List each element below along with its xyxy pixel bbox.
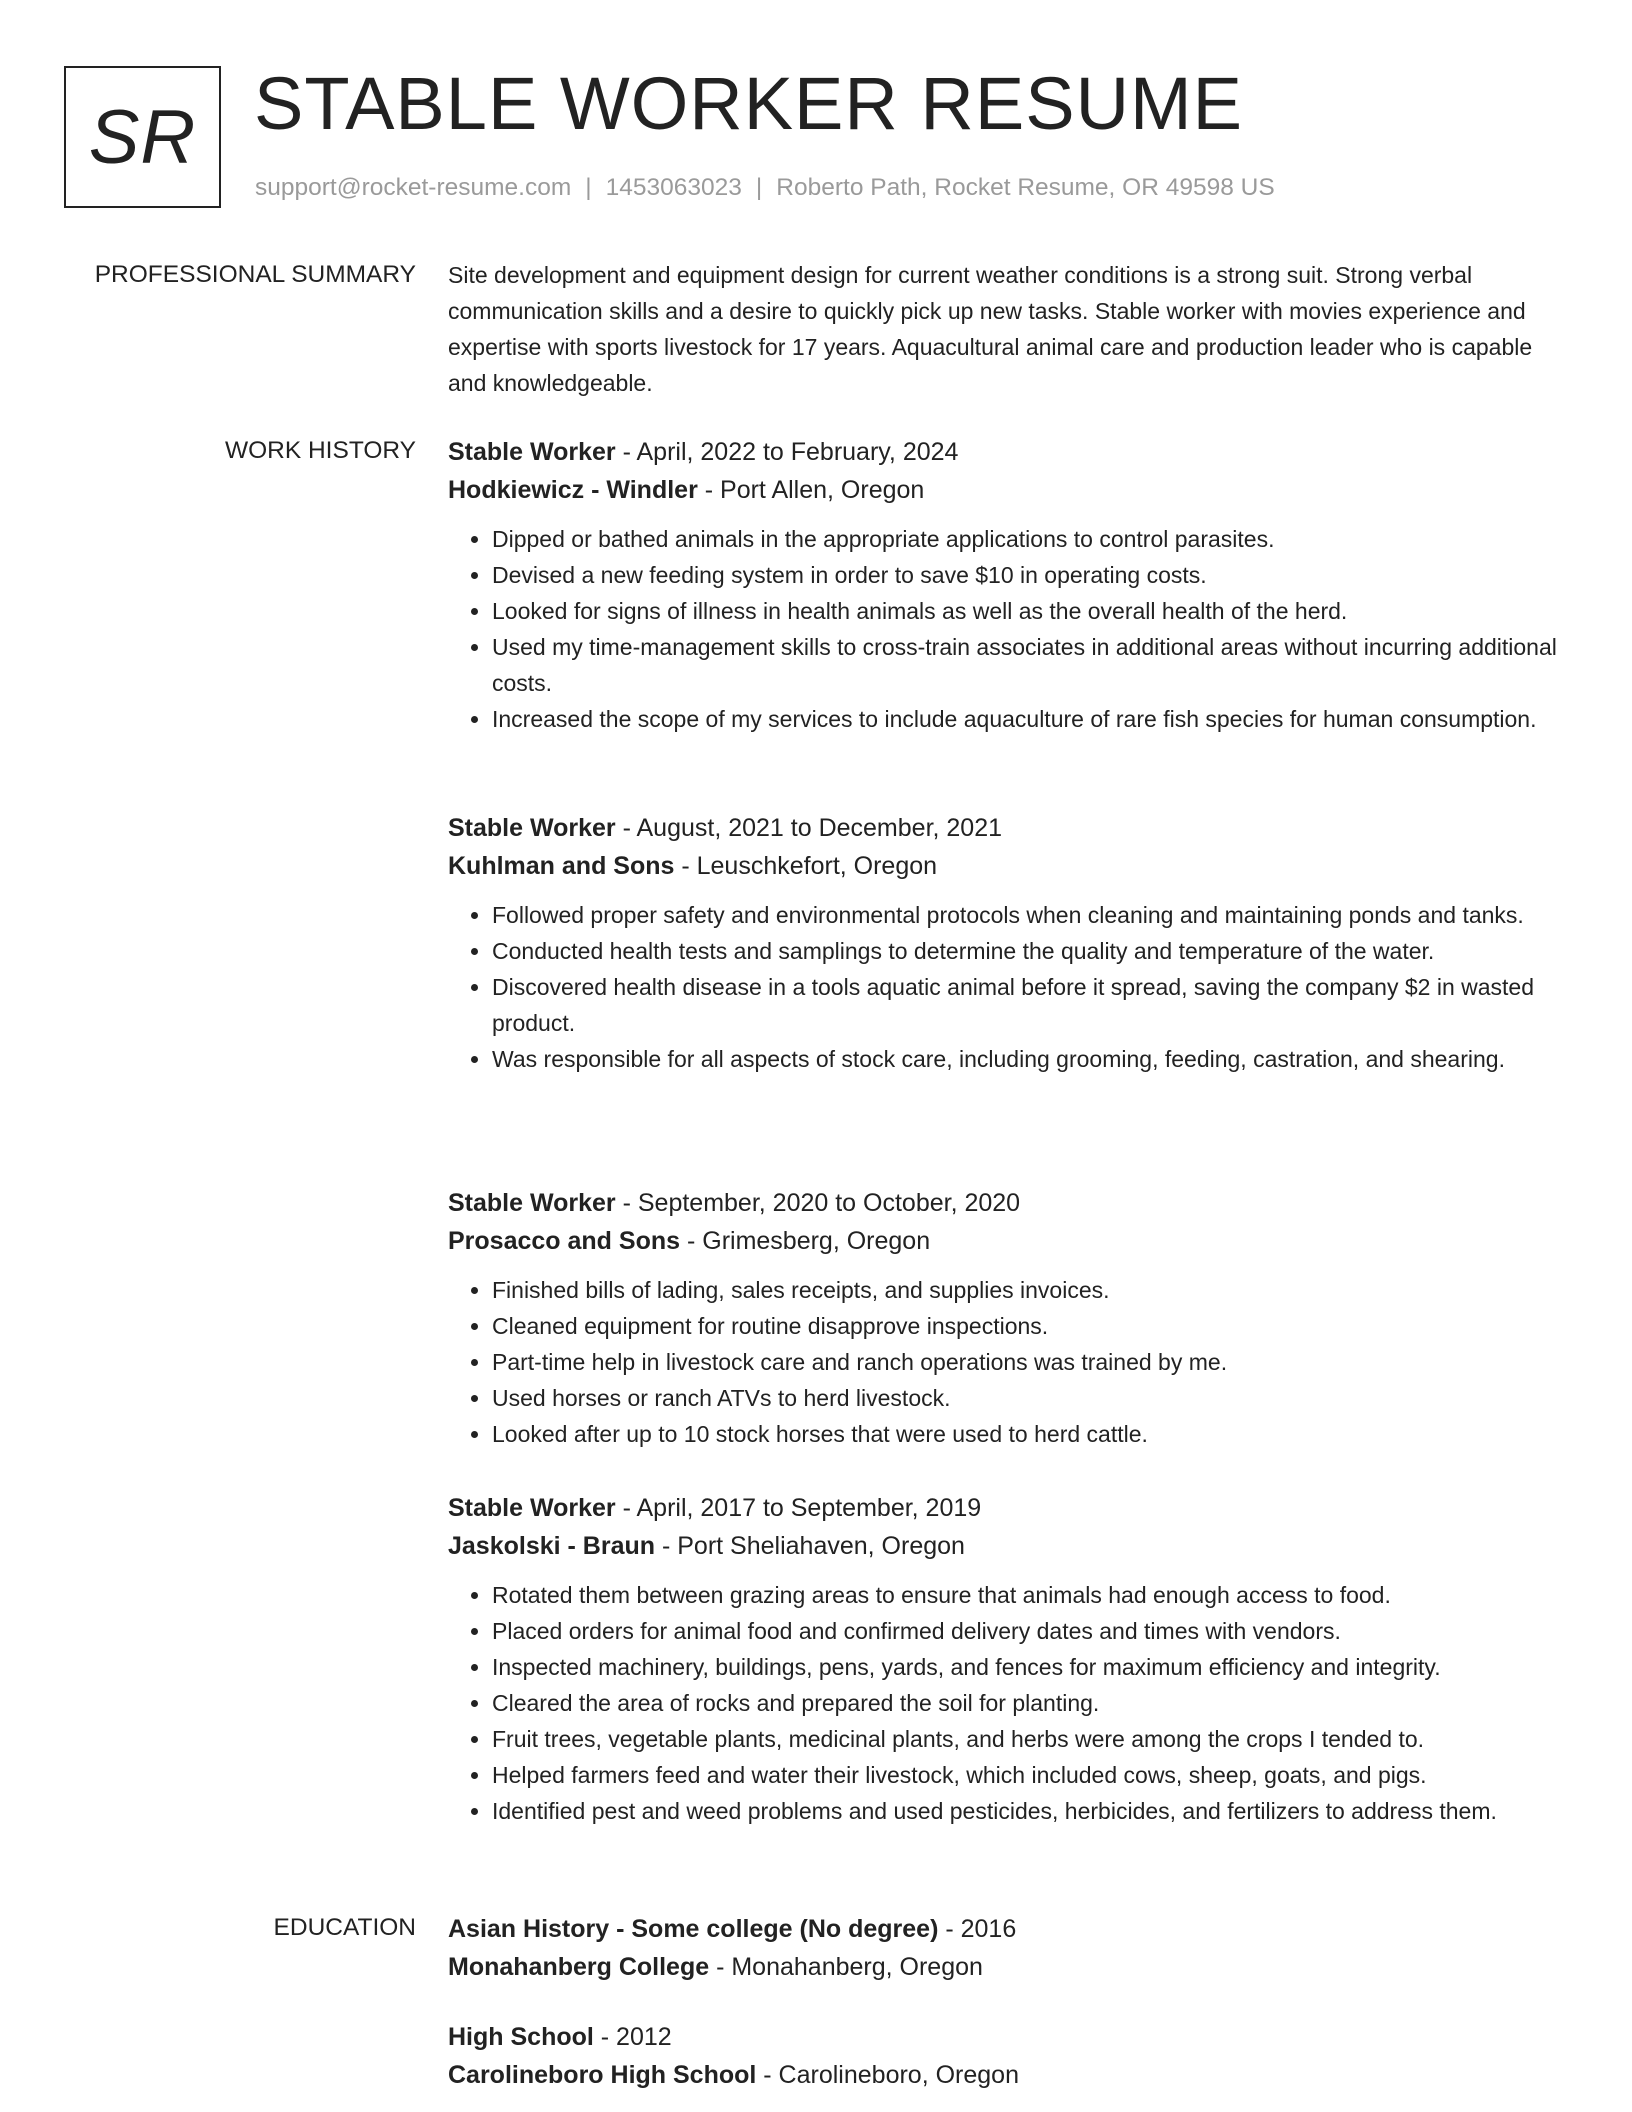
job-bullet: • Finished bills of lading, sales receipts, and supplies invoices. <box>492 1272 1568 1308</box>
education-school-line <box>448 2056 1568 2094</box>
contact-line <box>255 174 1275 202</box>
job-bullet: • Was responsible for all aspects of stock care, including grooming, feeding, castration, and shearing. <box>492 1041 1568 1077</box>
work-history-label: WORK HISTORY <box>224 437 416 464</box>
job-bullet: • Followed proper safety and environmental protocols when cleaning and maintaining ponds and tanks. <box>492 897 1568 933</box>
job-title-line <box>448 1184 1568 1222</box>
job-title-line <box>448 1489 1568 1527</box>
job-bullet: • Inspected machinery, buildings, pens, yards, and fences for maximum efficiency and integrity. <box>492 1649 1568 1685</box>
contact-separator: | <box>585 174 592 201</box>
job-dates: - April, 2022 to February, 2024 <box>615 438 959 466</box>
job-location: - Port Sheliahaven, Oregon <box>655 1532 965 1560</box>
education-school: Monahanberg College <box>448 1953 710 1981</box>
job-bullets <box>448 1577 1568 1829</box>
education-school: Carolineboro High School <box>448 2061 757 2089</box>
job-bullet: • Placed orders for animal food and confirmed delivery dates and times with vendors. <box>492 1613 1568 1649</box>
education-year: - 2012 <box>593 2023 672 2051</box>
job-company: Prosacco and Sons <box>448 1227 681 1255</box>
job-bullet: • Used my time-management skills to cross-train associates in additional areas without incurring additional costs. <box>492 629 1568 701</box>
job-company: Jaskolski - Braun <box>448 1532 656 1560</box>
job-location: - Leuschkefort, Oregon <box>674 852 938 880</box>
job-bullet: • Discovered health disease in a tools aquatic animal before it spread, saving the company $2 in wasted product. <box>492 969 1568 1041</box>
resume-header <box>64 62 1564 216</box>
job-bullet: • Rotated them between grazing areas to ensure that animals had enough access to food. <box>492 1577 1568 1613</box>
education-degree: High School <box>448 2023 594 2051</box>
job-bullet: • Dipped or bathed animals in the appropriate applications to control parasites. <box>492 521 1568 557</box>
education-degree: Asian History - Some college (No degree) <box>448 1915 939 1943</box>
job-company-line <box>448 847 1568 885</box>
job-entry <box>448 1489 1568 1829</box>
job-dates: - April, 2017 to September, 2019 <box>615 1494 982 1522</box>
education-entry <box>448 2018 1568 2094</box>
education-location: - Monahanberg, Oregon <box>709 1953 983 1981</box>
education-entry <box>448 1910 1568 1986</box>
job-entry <box>448 1184 1568 1452</box>
job-title: Stable Worker <box>448 438 616 466</box>
job-title: Stable Worker <box>448 814 616 842</box>
education-year: - 2016 <box>938 1915 1017 1943</box>
education-degree-line <box>448 1910 1568 1948</box>
education-degree-line <box>448 2018 1568 2056</box>
resume-title: STABLE WORKER RESUME <box>254 62 1244 145</box>
job-bullet: • Looked after up to 10 stock horses that were used to herd cattle. <box>492 1416 1568 1452</box>
job-title: Stable Worker <box>448 1494 616 1522</box>
job-bullet: • Devised a new feeding system in order to save $10 in operating costs. <box>492 557 1568 593</box>
job-bullet: • Fruit trees, vegetable plants, medicinal plants, and herbs were among the crops I tended to. <box>492 1721 1568 1757</box>
education-location: - Carolineboro, Oregon <box>756 2061 1019 2089</box>
job-location: - Grimesberg, Oregon <box>680 1227 931 1255</box>
job-dates: - September, 2020 to October, 2020 <box>615 1189 1021 1217</box>
job-company-line <box>448 1222 1568 1260</box>
job-bullet: • Conducted health tests and samplings to determine the quality and temperature of the water. <box>492 933 1568 969</box>
summary-text: Site development and equipment design for current weather conditions is a strong suit. Strong verbal communication skills and a desire to quickly pick up new tasks. Stable worker with movies experience and expertise with sports livestock for 17 years. Aquacultural animal care and production leader who is capable and knowledgeable. <box>448 262 1533 396</box>
job-entry <box>448 433 1568 737</box>
contact-email: support@rocket-resume.com <box>255 174 572 201</box>
job-title-line <box>448 433 1568 471</box>
education-label: EDUCATION <box>273 1914 416 1941</box>
contact-phone: 1453063023 <box>605 174 742 201</box>
job-bullet: • Helped farmers feed and water their livestock, which included cows, sheep, goats, and pigs. <box>492 1757 1568 1793</box>
job-company: Hodkiewicz - Windler <box>448 476 698 504</box>
job-bullet: • Looked for signs of illness in health animals as well as the overall health of the herd. <box>492 593 1568 629</box>
job-bullet: • Identified pest and weed problems and used pesticides, herbicides, and fertilizers to address them. <box>492 1793 1568 1829</box>
job-company: Kuhlman and Sons <box>448 852 675 880</box>
job-bullet: • Increased the scope of my services to include aquaculture of rare fish species for human consumption. <box>492 701 1568 737</box>
job-bullet: • Part-time help in livestock care and ranch operations was trained by me. <box>492 1344 1568 1380</box>
job-bullet: • Used horses or ranch ATVs to herd livestock. <box>492 1380 1568 1416</box>
contact-address: Roberto Path, Rocket Resume, OR 49598 US <box>776 174 1275 201</box>
job-company-line <box>448 1527 1568 1565</box>
job-bullet: • Cleared the area of rocks and prepared the soil for planting. <box>492 1685 1568 1721</box>
job-entry <box>448 809 1568 1077</box>
monogram-logo: SR <box>64 66 221 208</box>
job-company-line <box>448 471 1568 509</box>
education-school-line <box>448 1948 1568 1986</box>
job-bullets <box>448 521 1568 737</box>
job-bullets <box>448 897 1568 1077</box>
job-bullets <box>448 1272 1568 1452</box>
job-location: - Port Allen, Oregon <box>697 476 925 504</box>
contact-separator: | <box>755 174 763 201</box>
summary-label: PROFESSIONAL SUMMARY <box>94 261 416 288</box>
job-title: Stable Worker <box>448 1189 616 1217</box>
job-title-line <box>448 809 1568 847</box>
job-dates: - August, 2021 to December, 2021 <box>615 814 1003 842</box>
job-bullet: • Cleaned equipment for routine disapprove inspections. <box>492 1308 1568 1344</box>
